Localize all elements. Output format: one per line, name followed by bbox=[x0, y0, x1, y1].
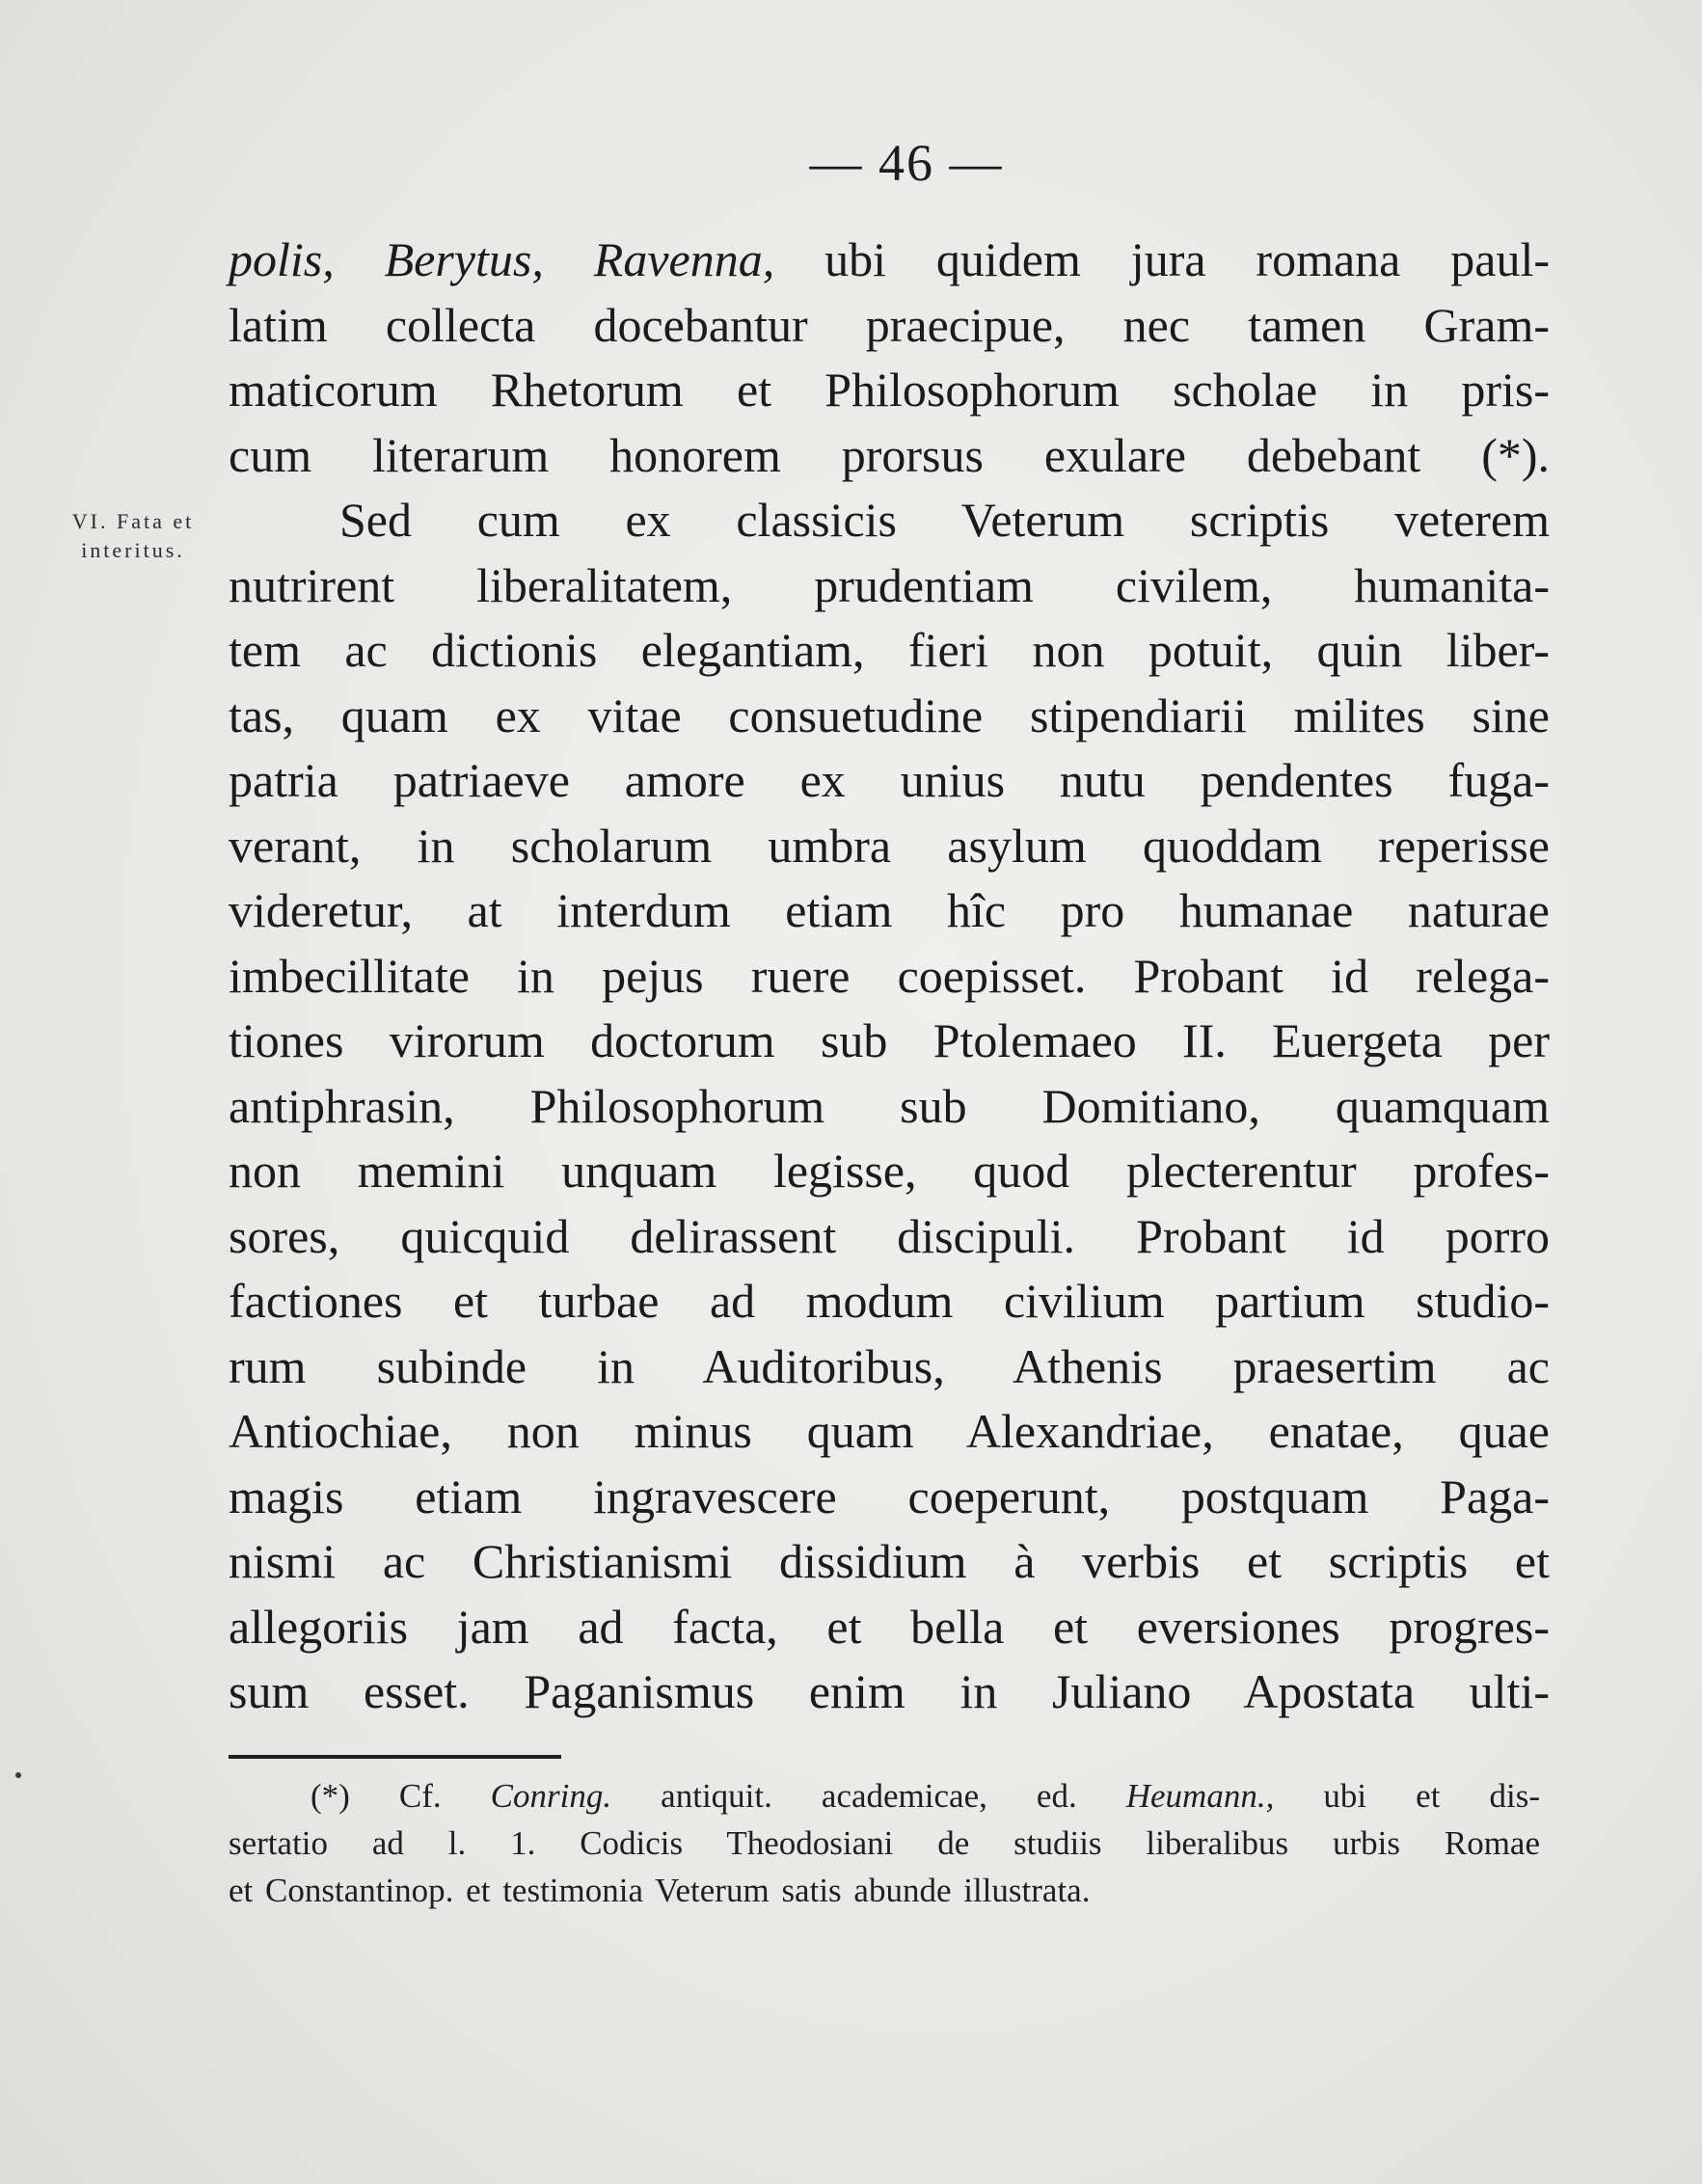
text-run: ubi quidem jura romana paul- bbox=[774, 232, 1551, 286]
text-line bbox=[229, 1659, 1550, 1725]
footnote-rule bbox=[229, 1755, 561, 1759]
text-run: rum subinde in Auditoribus, Athenis praesertim ac bbox=[229, 1338, 1550, 1393]
text-line bbox=[229, 944, 1550, 1010]
italic-text: polis, Berytus, Ravenna, bbox=[229, 232, 775, 286]
text-line bbox=[229, 878, 1550, 944]
text-run: tem ac dictionis elegantiam, fieri non potuit, quin liber- bbox=[229, 623, 1550, 677]
text-line bbox=[229, 1335, 1550, 1400]
footnote-line bbox=[229, 1867, 1540, 1914]
text-run: latim collecta docebantur praecipue, nec tamen Gram- bbox=[229, 297, 1550, 352]
text-run: non memini unquam legisse, quod plecterentur profes- bbox=[229, 1144, 1550, 1198]
text-line bbox=[229, 1269, 1550, 1335]
italic-text: Conring. bbox=[490, 1777, 612, 1815]
text-run: Antiochiae, non minus quam Alexandriae, enatae, quae bbox=[229, 1404, 1550, 1458]
text-run: antiquit. academicae, ed. bbox=[611, 1777, 1126, 1815]
text-line bbox=[229, 684, 1550, 749]
text-line bbox=[229, 618, 1550, 684]
text-run: magis etiam ingravescere coeperunt, postquam Paga- bbox=[229, 1469, 1550, 1523]
text-line bbox=[229, 423, 1550, 489]
margin-note-line: interitus. bbox=[81, 538, 185, 562]
text-run: nutrirent liberalitatem, prudentiam civilem, humanita- bbox=[229, 557, 1550, 612]
text-run: tas, quam ex vitae consuetudine stipendiarii milites sine bbox=[229, 688, 1550, 742]
text-run: ubi et dis- bbox=[1274, 1777, 1540, 1815]
text-run: imbecillitate in pejus ruere coepisset. Probant id relega- bbox=[229, 948, 1550, 1003]
text-line bbox=[229, 748, 1550, 814]
footnote-line bbox=[229, 1772, 1540, 1820]
main-text bbox=[229, 228, 1550, 1725]
text-line bbox=[229, 1529, 1550, 1595]
text-line bbox=[229, 1074, 1550, 1140]
text-line bbox=[229, 1139, 1550, 1204]
text-run: nismi ac Christianismi dissidium à verbis et scriptis et bbox=[229, 1534, 1550, 1588]
text-line bbox=[229, 1204, 1550, 1270]
page-number: — 46 — bbox=[809, 134, 1004, 192]
text-line bbox=[229, 1399, 1550, 1465]
margin-note-line: VI. Fata et bbox=[71, 509, 195, 533]
text-run: tiones virorum doctorum sub Ptolemaeo II. Euergeta per bbox=[229, 1013, 1550, 1067]
text-line bbox=[229, 1595, 1550, 1660]
text-line bbox=[229, 1465, 1550, 1530]
text-line bbox=[229, 488, 1550, 553]
footnote-line bbox=[229, 1820, 1540, 1867]
paper-speck bbox=[15, 1772, 21, 1778]
text-line bbox=[229, 553, 1550, 619]
text-run: maticorum Rhetorum et Philosophorum scholae in pris- bbox=[229, 363, 1550, 417]
margin-note bbox=[46, 507, 220, 565]
text-run: cum literarum honorem prorsus exulare debebant (*). bbox=[229, 427, 1550, 482]
text-run: videretur, at interdum etiam hîc pro humanae naturae bbox=[229, 883, 1550, 937]
text-line bbox=[229, 814, 1550, 879]
text-run: allegoriis jam ad facta, et bella et eversiones progres- bbox=[229, 1599, 1550, 1654]
text-run: Sed cum ex classicis Veterum scriptis veterem bbox=[339, 493, 1550, 547]
text-run: verant, in scholarum umbra asylum quoddam reperisse bbox=[229, 818, 1550, 873]
footnotes bbox=[229, 1772, 1540, 1914]
text-run: sores, quicquid delirassent discipuli. Probant id porro bbox=[229, 1208, 1550, 1263]
italic-text: Heumann., bbox=[1125, 1777, 1275, 1815]
text-line bbox=[229, 293, 1550, 359]
text-run: et Constantinop. et testimonia Veterum satis abunde illustrata. bbox=[229, 1872, 1091, 1909]
text-run: sum esset. Paganismus enim in Juliano Apostata ulti- bbox=[229, 1664, 1550, 1718]
text-line bbox=[229, 228, 1550, 293]
text-run: factiones et turbae ad modum civilium partium studio- bbox=[229, 1274, 1550, 1328]
text-line bbox=[229, 358, 1550, 423]
text-run: antiphrasin, Philosophorum sub Domitiano, quamquam bbox=[229, 1078, 1550, 1133]
text-run: (*) Cf. bbox=[311, 1777, 491, 1815]
text-run: sertatio ad l. 1. Codicis Theodosiani de studiis liberalibus urbis Romae bbox=[229, 1824, 1540, 1862]
text-line bbox=[229, 1009, 1550, 1074]
text-run: patria patriaeve amore ex unius nutu pendentes fuga- bbox=[229, 753, 1550, 807]
